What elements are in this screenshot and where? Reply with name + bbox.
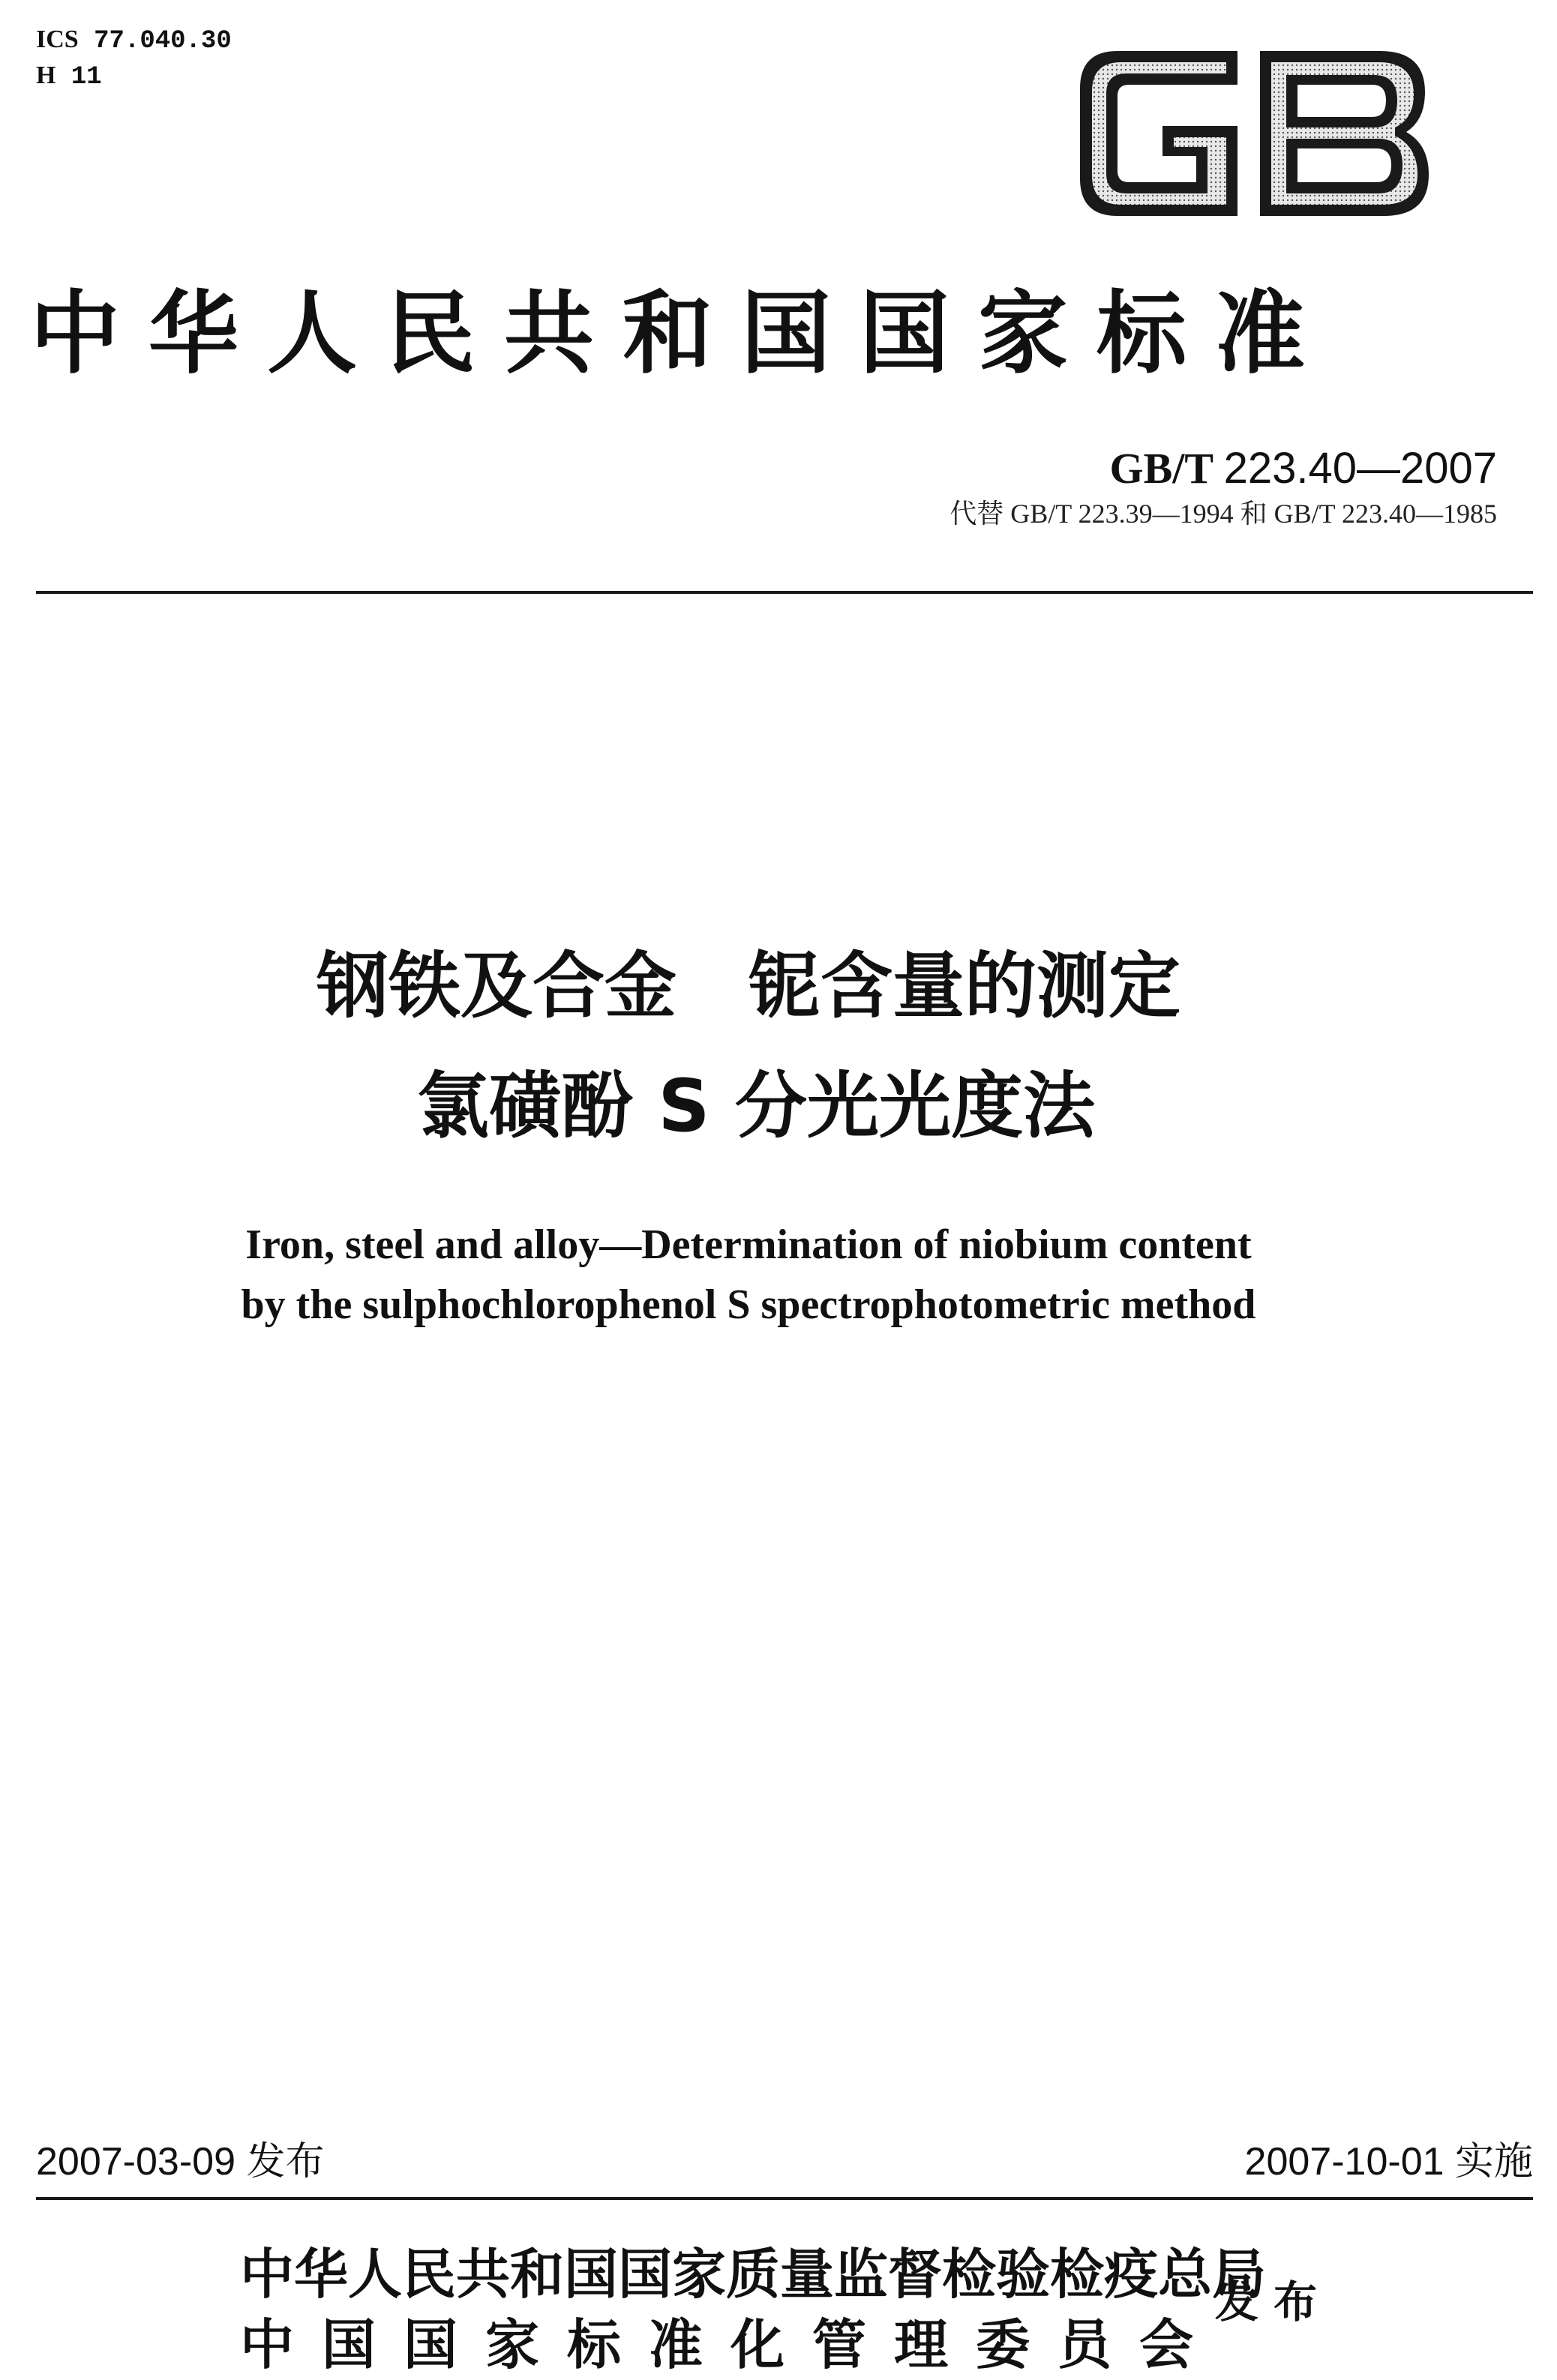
implementation-date: 2007-10-01 实施: [1244, 2140, 1533, 2184]
ics-label: ICS: [36, 25, 79, 53]
issue-date: 2007-03-09 发布: [36, 2140, 325, 2184]
standard-number-block: [950, 442, 1497, 532]
publish-label: 发布: [1215, 2277, 1333, 2328]
publisher-sac: 中国国家标准化管理委员会: [240, 2313, 1222, 2376]
chinese-title-line-2: 氯磺酚 S 分光光度法: [417, 1064, 1095, 1148]
chinese-title-line-1: 钢铁及合金 铌含量的测定: [316, 944, 1180, 1028]
ccs-line: [36, 58, 232, 94]
english-title-line-2: by the sulphochlorophenol S spectrophotometric method: [241, 1281, 1256, 1328]
ccs-label: H: [36, 61, 56, 89]
standard-code: 223.40—2007: [1223, 444, 1497, 493]
standard-prefix: GB/T: [1109, 444, 1214, 493]
national-standard-heading: 中华人民共和国国家标准: [30, 280, 1334, 386]
replaces-note: 代替 GB/T 223.39—1994 和 GB/T 223.40—1985: [950, 499, 1497, 529]
footer-divider: [36, 2197, 1533, 2200]
english-title-line-1: Iron, steel and alloy—Determination of niobium content: [245, 1221, 1252, 1268]
gb-logo: [1065, 36, 1440, 231]
standard-number: [950, 442, 1497, 495]
publishers: [240, 2239, 1266, 2380]
header-divider: [36, 591, 1533, 594]
classification-codes: [36, 22, 232, 94]
publisher-aqsiq: 中华人民共和国国家质量监督检验检疫总局: [240, 2242, 1267, 2306]
ics-code: 77.040.30: [94, 27, 232, 55]
ccs-code: 11: [70, 63, 102, 91]
ics-line: [36, 22, 232, 58]
